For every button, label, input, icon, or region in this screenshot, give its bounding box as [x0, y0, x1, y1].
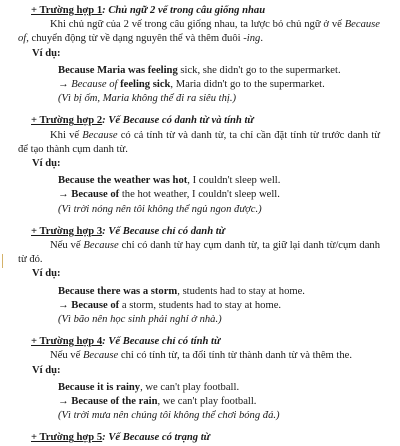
- section-paragraph: [18, 239, 380, 267]
- text-run: Because of: [18, 19, 380, 45]
- heading-title: Vế Because có trạng từ: [108, 432, 211, 444]
- heading-colon: :: [102, 225, 109, 237]
- section-heading: [31, 431, 380, 445]
- text-run: , we can't play football.: [157, 396, 257, 408]
- section-heading: [31, 114, 380, 128]
- section-heading: [31, 335, 380, 349]
- text-run: →: [58, 299, 72, 311]
- section-paragraph: [18, 18, 380, 46]
- heading-title: Vế Because chỉ có tính từ: [108, 336, 221, 348]
- example-label: Ví dụ:: [32, 364, 61, 376]
- section-2: [18, 114, 380, 216]
- heading-lead: + Trường hợp 3: [31, 225, 103, 237]
- heading-title: Vế Because chỉ có danh từ: [108, 225, 226, 237]
- heading-title: Chủ ngữ 2 vế trong câu giống nhau: [108, 5, 266, 16]
- text-run: .: [260, 33, 263, 45]
- section-3: [18, 225, 380, 327]
- section-1: [18, 4, 380, 106]
- text-run: Because: [82, 350, 119, 362]
- text-run: →: [58, 189, 72, 201]
- text-run: Khi chủ ngữ của 2 vế trong câu giống nhau, ta lược bỏ chủ ngữ ở vế: [50, 19, 345, 31]
- text-run: the hot weather, I couldn't sleep well.: [119, 189, 280, 201]
- heading-colon: :: [102, 336, 109, 348]
- text-run: →: [58, 396, 72, 408]
- text-run: chỉ có danh từ hay cụm danh từ, ta giữ lại danh từ/cụm danh từ đó.: [18, 240, 380, 266]
- heading-colon: :: [102, 115, 109, 127]
- text-run: sick, she didn't go to the supermarket.: [177, 64, 341, 76]
- text-run: Nếu vế: [50, 240, 84, 252]
- text-run: Because there was a storm: [58, 285, 178, 297]
- text-run: Khi vế: [50, 129, 83, 141]
- text-run: Because of: [71, 299, 120, 311]
- text-run: ing: [246, 33, 261, 45]
- section-heading: [31, 4, 380, 18]
- heading-lead: + Trường hợp 2: [31, 115, 103, 127]
- example-transformed: [58, 299, 380, 313]
- text-run: Nếu vế: [50, 350, 83, 362]
- text-run: , chuyển động từ về dạng nguyên thể và thêm đuôi -: [26, 33, 247, 45]
- example-sentence: [58, 174, 380, 188]
- text-run: →: [58, 79, 72, 91]
- example-translation: (Vì bão nên học sinh phải nghỉ ở nhà.): [58, 314, 222, 326]
- text-run: Because the weather was hot: [58, 175, 188, 187]
- heading-colon: :: [102, 5, 109, 16]
- example-label: Ví dụ:: [32, 268, 61, 280]
- text-run: có cả tính từ và danh từ, ta chỉ cần đặt tính từ trước danh từ để tạo thành cụm danh từ.: [18, 129, 381, 155]
- text-run: Because Maria was feeling: [58, 64, 178, 76]
- section-paragraph: [18, 129, 380, 157]
- example-sentence: [58, 285, 380, 299]
- example-transformed: [58, 188, 380, 202]
- example-transformed: [58, 78, 380, 92]
- text-run: Because of: [71, 79, 121, 91]
- text-run: a storm, students had to stay at home.: [119, 299, 282, 311]
- text-run: Because of the rain: [71, 396, 158, 408]
- example-label: Ví dụ:: [32, 47, 61, 59]
- heading-colon: :: [102, 432, 109, 444]
- example-sentence: [58, 64, 380, 78]
- text-run: , students had to stay at home.: [177, 285, 305, 297]
- section-heading: [31, 225, 380, 239]
- text-run: , I couldn't sleep well.: [187, 175, 281, 187]
- heading-lead: + Trường hợp 1: [31, 5, 103, 16]
- text-run: Because it is rainy: [58, 381, 141, 393]
- example-translation: (Vì bị ốm, Maria không thể đi ra siêu thị.): [58, 93, 237, 105]
- heading-lead: + Trường hợp 4: [31, 336, 103, 348]
- text-run: Because: [83, 240, 119, 252]
- example-label: Ví dụ:: [32, 158, 61, 170]
- text-run: Because of: [71, 189, 120, 201]
- margin-mark: [2, 254, 3, 268]
- text-run: feeling sick: [120, 79, 171, 91]
- text-run: , Maria didn't go to the supermarket.: [170, 79, 325, 91]
- heading-title: Vế Because có danh từ và tính từ: [108, 115, 254, 127]
- text-run: , we can't play football.: [140, 381, 240, 393]
- example-translation: (Vì trời mưa nên chúng tôi không thể chơi bóng đá.): [58, 410, 280, 422]
- section-5: [18, 431, 380, 445]
- example-sentence: [58, 381, 380, 395]
- heading-lead: + Trường hợp 5: [31, 432, 103, 444]
- text-run: chỉ có tính từ, ta đổi tính từ thành danh từ và thêm the.: [118, 350, 353, 362]
- example-transformed: [58, 395, 380, 409]
- section-paragraph: [18, 349, 380, 363]
- example-translation: (Vì trời nóng nên tôi không thể ngủ ngon được.): [58, 203, 262, 215]
- section-4: [18, 335, 380, 423]
- text-run: Because: [82, 129, 118, 141]
